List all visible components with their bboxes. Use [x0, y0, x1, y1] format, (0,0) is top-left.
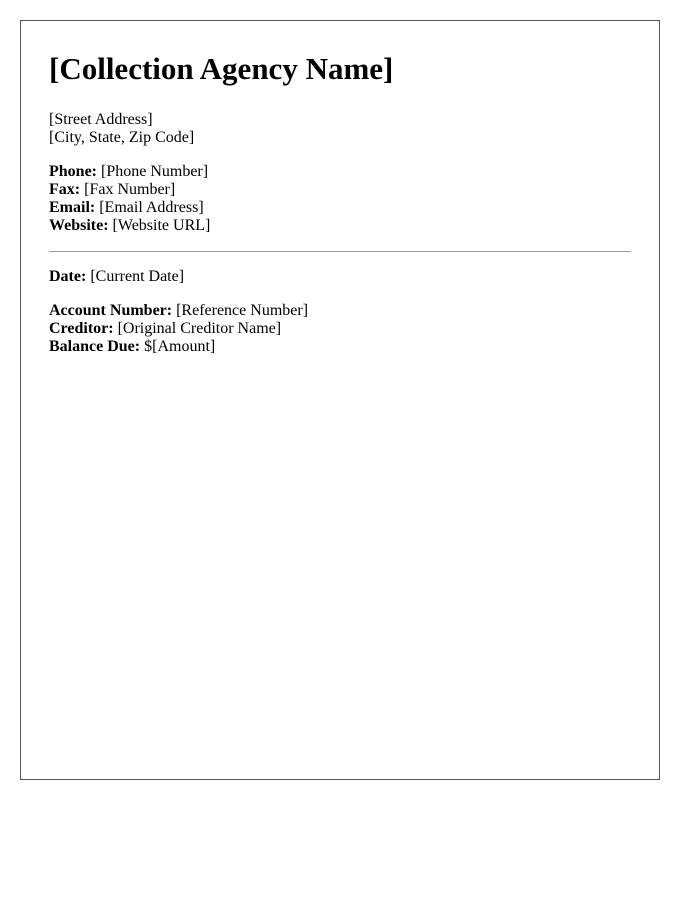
email-value: [Email Address] [99, 199, 204, 216]
website-label: Website: [49, 217, 109, 234]
account-number-value: [Reference Number] [176, 302, 309, 319]
balance-due-row [49, 338, 631, 356]
website-row [49, 217, 631, 235]
email-row [49, 199, 631, 217]
creditor-value: [Original Creditor Name] [117, 320, 282, 337]
balance-due-label: Balance Due: [49, 338, 141, 355]
header-divider [49, 251, 631, 252]
fax-row [49, 181, 631, 199]
creditor-row [49, 320, 631, 338]
date-label: Date: [49, 268, 87, 285]
email-label: Email: [49, 199, 96, 216]
agency-address [49, 111, 631, 147]
city-state-zip: [City, State, Zip Code] [49, 129, 195, 146]
account-details [49, 302, 631, 356]
fax-label: Fax: [49, 181, 81, 198]
website-value: [Website URL] [112, 217, 211, 234]
balance-due-value: $[Amount] [144, 338, 216, 355]
street-address: [Street Address] [49, 111, 153, 128]
date-value: [Current Date] [90, 268, 185, 285]
date-row [49, 268, 631, 286]
contact-info [49, 163, 631, 235]
fax-value: [Fax Number] [84, 181, 176, 198]
creditor-label: Creditor: [49, 320, 114, 337]
letter-page [20, 20, 660, 780]
date-block [49, 268, 631, 286]
phone-value: [Phone Number] [101, 163, 209, 180]
phone-label: Phone: [49, 163, 97, 180]
account-number-label: Account Number: [49, 302, 173, 319]
account-number-row [49, 302, 631, 320]
agency-name-heading: [Collection Agency Name] [49, 51, 394, 86]
phone-row [49, 163, 631, 181]
